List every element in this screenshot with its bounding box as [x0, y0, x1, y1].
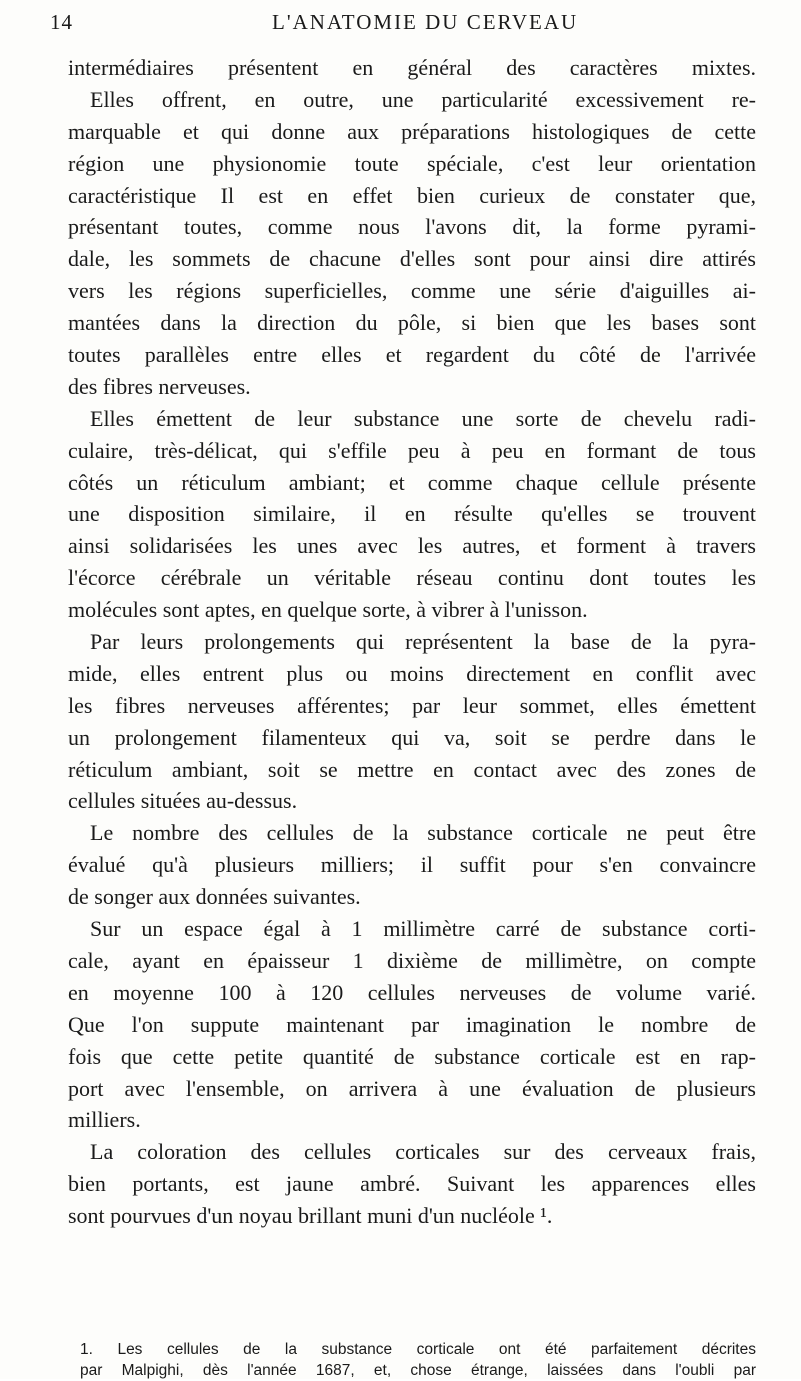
text-line: toutes parallèles entre elles et regardent du côté de l'arrivée	[68, 342, 756, 368]
body-text	[68, 52, 756, 1232]
text-line: les fibres nerveuses afférentes; par leur sommet, elles émettent	[68, 692, 756, 718]
text-line: Par leurs prolongements qui représentent la base de la pyra-	[90, 629, 756, 655]
text-line: molécules sont aptes, en quelque sorte, à vibrer à l'unisson.	[68, 597, 588, 623]
running-title: L'ANATOMIE DU CERVEAU	[272, 10, 579, 34]
text-line: l'écorce cérébrale un véritable réseau continu dont toutes les	[68, 565, 756, 591]
text-line: une disposition similaire, il en résulte qu'elles se trouvent	[68, 501, 756, 527]
text-line: culaire, très-délicat, qui s'effile peu à peu en formant de tous	[68, 437, 756, 463]
page-number: 14	[50, 10, 73, 34]
text-line: bien portants, est jaune ambré. Suivant les apparences elles	[68, 1171, 756, 1197]
text-line: évalué qu'à plusieurs milliers; il suffit pour s'en convaincre	[68, 852, 756, 878]
text-line: Elles émettent de leur substance une sorte de chevelu radi-	[90, 405, 756, 431]
text-line: Elles offrent, en outre, une particularité excessivement re-	[90, 86, 756, 112]
text-line: marquable et qui donne aux préparations histologiques de cette	[68, 118, 756, 144]
text-line: un prolongement filamenteux qui va, soit se perdre dans le	[68, 724, 756, 750]
text-line: réticulum ambiant, soit se mettre en contact avec des zones de	[68, 756, 756, 782]
text-line: milliers.	[68, 1107, 141, 1133]
text-line: de songer aux données suivantes.	[68, 884, 361, 910]
text-line: en moyenne 100 à 120 cellules nerveuses de volume varié.	[68, 979, 756, 1005]
text-line: vers les régions superficielles, comme une série d'aiguilles ai-	[68, 278, 756, 304]
text-line: mantées dans la direction du pôle, si bien que les bases sont	[68, 310, 756, 336]
text-line: intermédiaires présentent en général des caractères mixtes.	[68, 55, 756, 80]
page-header	[50, 8, 790, 38]
footnote-line: 1. Les cellules de la substance corticale ont été parfaitement décrites	[80, 1341, 756, 1358]
text-line: fois que cette petite quantité de substance corticale est en rap-	[68, 1043, 756, 1069]
text-line: ainsi solidarisées les unes avec les autres, et forment à travers	[68, 533, 756, 559]
text-line: région une physionomie toute spéciale, c'est leur orientation	[68, 150, 756, 176]
text-line: côtés un réticulum ambiant; et comme chaque cellule présente	[68, 469, 756, 495]
text-line: dale, les sommets de chacune d'elles sont pour ainsi dire attirés	[68, 246, 756, 272]
text-line: cale, ayant en épaisseur 1 dixième de millimètre, on compte	[68, 947, 756, 973]
text-line: mide, elles entrent plus ou moins directement en conflit avec	[68, 660, 756, 686]
text-line: sont pourvues d'un noyau brillant muni d'un nucléole ¹.	[68, 1203, 553, 1229]
text-line: caractéristique Il est en effet bien curieux de constater que,	[68, 182, 756, 208]
text-line: cellules situées au-dessus.	[68, 788, 298, 814]
text-line: Que l'on suppute maintenant par imagination le nombre de	[68, 1011, 756, 1037]
footnote	[80, 1339, 756, 1381]
text-line: Sur un espace égal à 1 millimètre carré de substance corti-	[90, 916, 756, 942]
footnote-line: par Malpighi, dès l'année 1687, et, chose étrange, laissées dans l'oubli par	[80, 1362, 756, 1379]
text-line: La coloration des cellules corticales sur des cerveaux frais,	[90, 1139, 756, 1165]
text-line: des fibres nerveuses.	[68, 373, 251, 399]
text-line: port avec l'ensemble, on arrivera à une évaluation de plusieurs	[68, 1075, 756, 1101]
text-line: Le nombre des cellules de la substance corticale ne peut être	[90, 820, 756, 846]
text-line: présentant toutes, comme nous l'avons dit, la forme pyrami-	[68, 214, 756, 240]
